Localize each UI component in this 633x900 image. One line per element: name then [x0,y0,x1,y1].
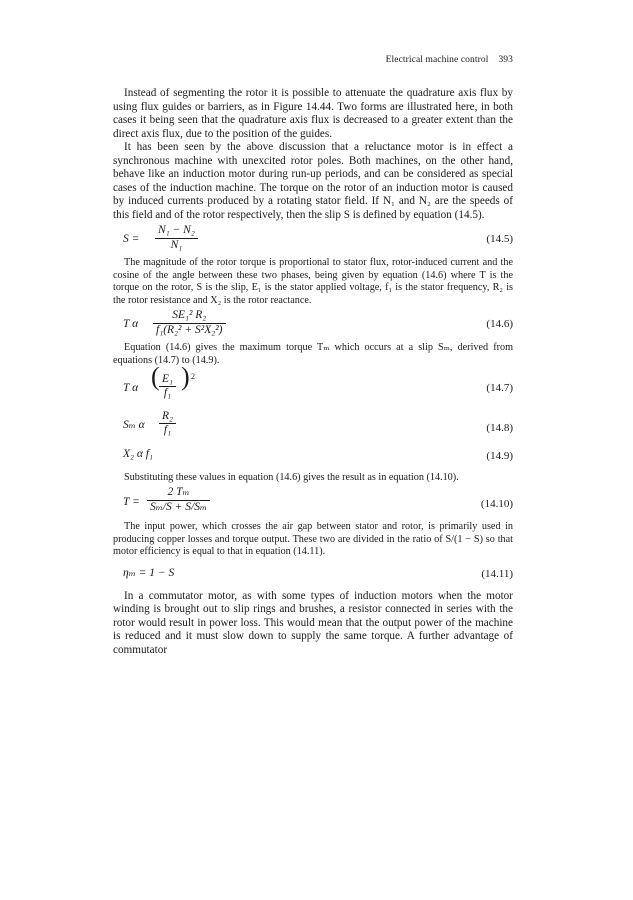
eq-14-5-denominator: N₁ [155,238,198,253]
eq-14-7-lhs: T α [123,381,139,394]
equation-14-6 [113,309,513,336]
paragraph-1: Instead of segmenting the rotor it is possible to attenuate the quadrature axis flux by using flux guides or barriers, as in Figure 14.44. Two forms are illustrated here, in both cases it being seen that the quadrature axis flux is decreased to a greater extent than the direct axis flux, due to the position of the guides. [113,87,513,140]
eq-14-9-label: (14.9) [486,449,513,462]
equation-14-11 [113,564,513,584]
eq-14-8-denominator: f₁ [159,423,176,438]
eq-14-11-label: (14.11) [481,567,513,580]
eq-14-7-denominator: f₁ [159,386,176,401]
eq-14-6-numerator: SE₁² R₂ [172,309,207,322]
eq-14-10-label: (14.10) [480,498,513,511]
paragraph-4: Equation (14.6) gives the maximum torque Tₘ which occurs at a slip Sₘ, derived from equations (14.7) to (14.9). [113,342,513,366]
eq-14-6-denominator: f₁(R₂² + S²X₂²) [153,323,226,338]
eq-14-5-label: (14.5) [486,233,513,246]
eq-14-10-numerator: 2 Tₘ [167,486,190,499]
running-header [386,55,513,65]
eq-14-5-numerator: N₁ − N₂ [158,224,195,237]
equation-14-7 [113,361,513,404]
paragraph-2: It has been seen by the above discussion that a reluctance motor is in effect a synchronous machine with unexcited rotor poles. Both machines, on the other hand, behave like an induction motor during run-up periods, and can be considered as special cases of the induction machine. The torque on the rotor of an induction motor is caused by induced currents produced by a rotating stator field. If N₁ and N₂ are the speeds of this field and of the rotor respectively, then the slip S is defined by equation (14.5). [113,141,513,221]
equation-14-8 [113,410,513,440]
eq-14-7-exponent: 2 [191,371,195,381]
eq-14-7-left-paren: ( [151,361,160,391]
eq-14-7-label: (14.7) [486,381,513,394]
eq-14-11-lhs: ηₘ = 1 − S [123,566,175,579]
equation-14-10 [113,486,513,515]
paragraph-6: The input power, which crosses the air gap between stator and rotor, is primarily used in producing copper losses and torque output. These two are divided in the ratio of S/(1 − S) so that motor efficiency is equal to that in equation (14.11). [113,521,513,558]
eq-14-9-lhs: X₂ α f₁ [123,447,154,460]
eq-14-7-right-paren: ) [181,361,190,391]
eq-14-6-fraction [153,309,226,337]
eq-14-5-fraction [155,224,198,252]
eq-14-8-lhs: Sₘ α [123,418,145,431]
page-number: 393 [498,55,513,65]
eq-14-10-denominator: Sₘ/S + S/Sₘ [147,500,210,515]
eq-14-8-numerator: R₂ [162,409,174,422]
eq-14-10-lhs: T = [123,496,140,509]
eq-14-8-fraction [159,410,176,438]
running-title: Electrical machine control [385,55,489,65]
eq-14-7-fraction [159,373,176,401]
eq-14-6-label: (14.6) [486,318,513,331]
eq-14-5-lhs: S = [123,233,140,246]
eq-14-8-label: (14.8) [486,421,513,434]
eq-14-10-fraction [147,486,210,514]
eq-14-6-lhs: T α [123,318,139,331]
eq-14-7-numerator: E₁ [162,372,174,385]
page-body [113,87,513,657]
paragraph-5: Substituting these values in equation (14.6) gives the result as in equation (14.10). [124,471,459,483]
equation-14-5 [113,224,513,252]
paragraph-7: In a commutator motor, as with some types of induction motors when the motor winding is brought out to slip rings and brushes, a resistor connected in series with the rotor would result in power loss. This would mean that the output power of the machine is reduced and it must slow down to supply the same torque. A further advantage of commutator [113,589,513,656]
paragraph-3: The magnitude of the rotor torque is proportional to stator flux, rotor-induced current and the cosine of the angle between these two phases, being given by equation (14.6) where T is the torque on the rotor, S is the slip, E₁ is the stator applied voltage, f₁ is the stator frequency, R₂ is the rotor resistance and X₂ is the rotor reactance. [113,257,513,306]
equation-14-9 [113,446,513,466]
